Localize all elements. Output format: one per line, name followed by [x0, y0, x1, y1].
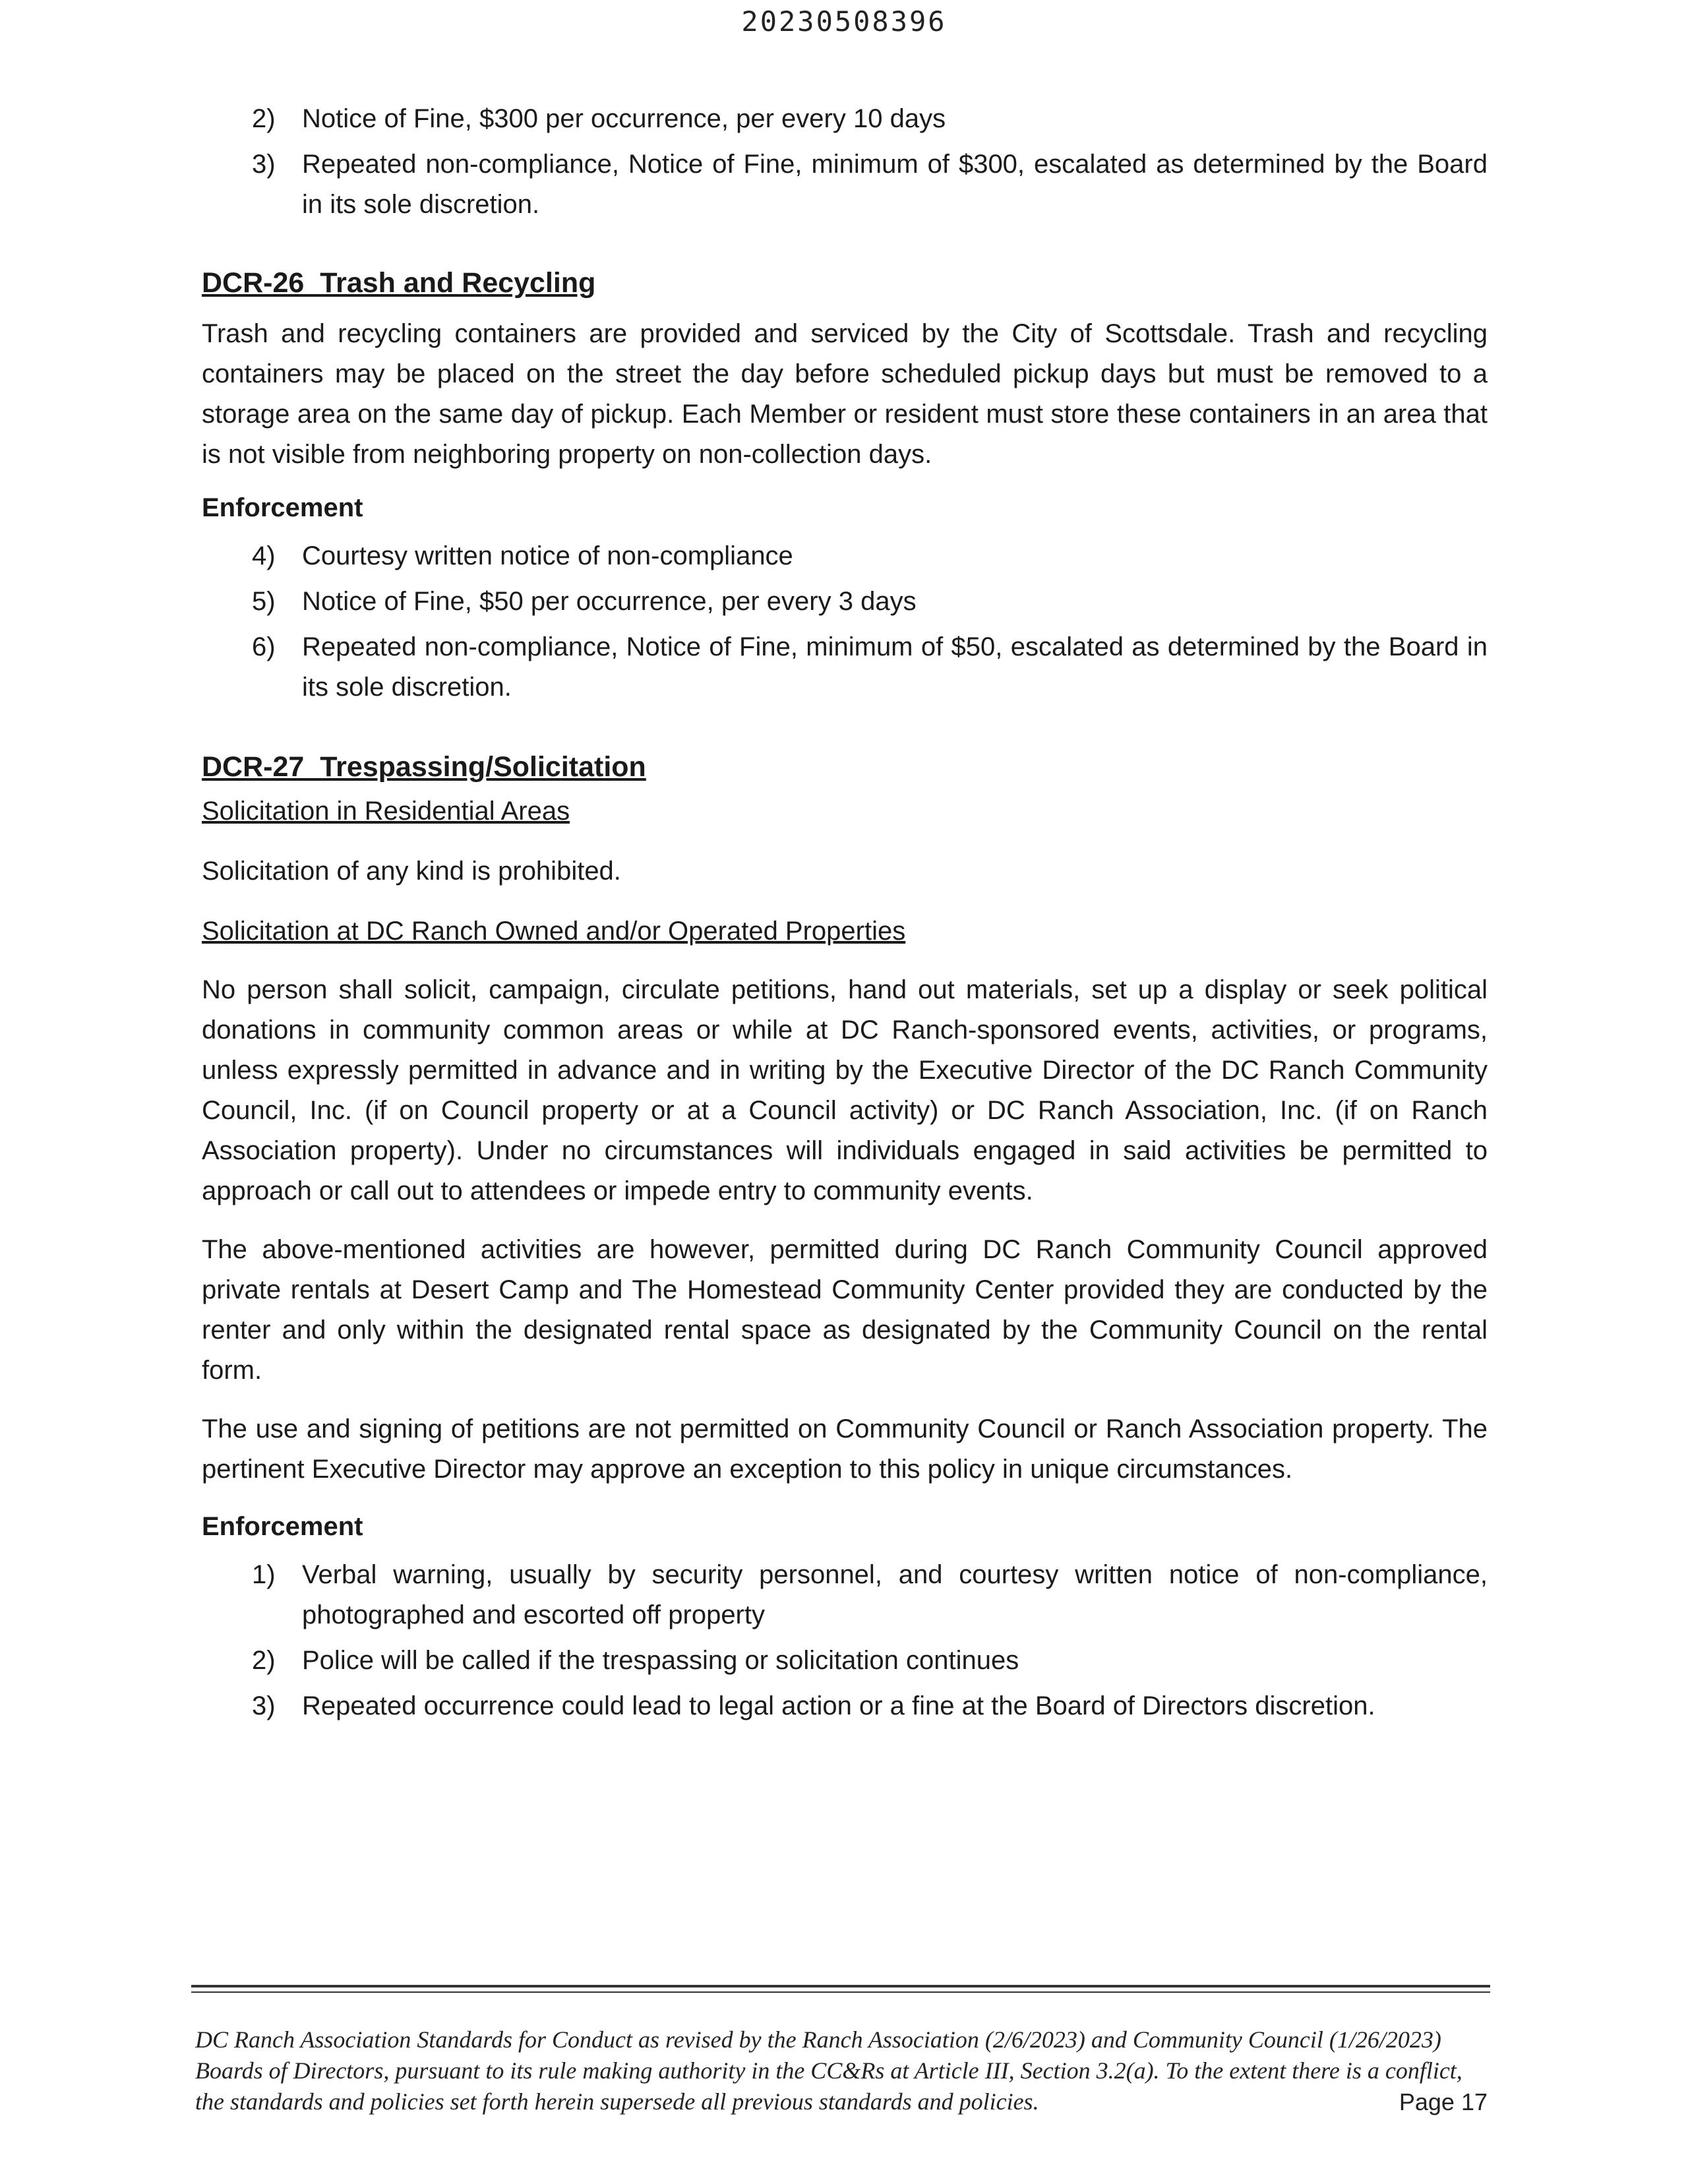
dcr27-enforcement-list: [202, 1555, 1488, 1726]
list-item: [202, 99, 1488, 139]
intro-enforcement-list: [202, 99, 1488, 225]
list-number: 6): [252, 632, 276, 661]
list-text: Verbal warning, usually by security personnel, and courtesy written notice of non-compliance, photographed and escorted off property: [302, 1560, 1488, 1629]
list-item: [202, 536, 1488, 576]
page-footer: [195, 2024, 1494, 2117]
list-text: Police will be called if the trespassing or solicitation continues: [302, 1646, 1019, 1675]
footer-divider-secondary: [191, 1991, 1490, 1993]
footer-text: DC Ranch Association Standards for Conduct as revised by the Ranch Association (2/6/2023) and Community Council (1/26/2023) Boards of Directors, pursuant to its rule making authority in the CC&Rs at Article III, Section 3.2(a). To the extent there is a conflict, the standards and policies set forth herein supersede all previous standards and policies.: [195, 2026, 1462, 2115]
list-item: [202, 627, 1488, 708]
page-number: Page 17: [1399, 2088, 1488, 2115]
dcr26-enforcement-label: Enforcement: [202, 493, 363, 522]
list-text: Repeated occurrence could lead to legal action or a fine at the Board of Directors discretion.: [302, 1691, 1375, 1720]
dcr27-paragraph-2: The above-mentioned activities are however, permitted during DC Ranch Community Council approved private rentals at Desert Camp and The Homestead Community Center provided they are conducted by the renter and only within the designated rental space as designated by the Community Council on the rental form.: [202, 1235, 1488, 1385]
list-item: [202, 1555, 1488, 1635]
footer-divider: [191, 1985, 1490, 1987]
dcr27-paragraph-3: The use and signing of petitions are not permitted on Community Council or Ranch Association property. The pertinent Executive Director may approve an exception to this policy in unique circumstances.: [202, 1414, 1488, 1484]
list-item: [202, 582, 1488, 622]
list-text: Notice of Fine, $300 per occurrence, per every 10 days: [302, 104, 946, 133]
document-number: 20230508396: [741, 5, 947, 38]
list-number: 3): [252, 1691, 276, 1720]
dcr27-subheading-properties: Solicitation at DC Ranch Owned and/or Operated Properties: [202, 917, 906, 946]
list-item: [202, 1641, 1488, 1681]
list-text: Repeated non-compliance, Notice of Fine, minimum of $300, escalated as determined by the Board in its sole discretion.: [302, 150, 1488, 219]
section-heading-dcr27: DCR-27 Trespassing/Solicitation: [202, 751, 646, 783]
list-number: 3): [252, 150, 276, 179]
list-text: Notice of Fine, $50 per occurrence, per every 3 days: [302, 587, 917, 616]
list-number: 2): [252, 104, 276, 133]
dcr27-paragraph-1: No person shall solicit, campaign, circulate petitions, hand out materials, set up a display or seek political donations in community common areas or while at DC Ranch-sponsored events, activities, or programs, unless expressly permitted in advance and in writing by the Executive Director of the DC Ranch Community Council, Inc. (if on Council property or at a Council activity) or DC Ranch Association, Inc. (if on Ranch Association property). Under no circumstances will individuals engaged in said activities be permitted to approach or call out to attendees or impede entry to community events.: [202, 975, 1488, 1205]
list-number: 2): [252, 1646, 276, 1675]
list-number: 4): [252, 541, 276, 570]
dcr26-body: Trash and recycling containers are provided and serviced by the City of Scottsdale. Trash and recycling containers may be placed on the street the day before scheduled pickup days but must be removed to a storage area on the same day of pickup. Each Member or resident must store these containers in an area that is not visible from neighboring property on non-collection days.: [202, 319, 1488, 469]
dcr27-subheading-residential: Solicitation in Residential Areas: [202, 797, 570, 826]
list-number: 1): [252, 1560, 276, 1589]
list-item: [202, 1686, 1488, 1726]
dcr27-residential-body: Solicitation of any kind is prohibited.: [202, 857, 621, 886]
dcr27-enforcement-label: Enforcement: [202, 1512, 363, 1541]
section-heading-dcr26: DCR-26 Trash and Recycling: [202, 267, 596, 299]
dcr26-enforcement-list: [202, 536, 1488, 708]
page-content: [202, 99, 1488, 1732]
list-number: 5): [252, 587, 276, 616]
list-text: Repeated non-compliance, Notice of Fine, minimum of $50, escalated as determined by the Board in its sole discretion.: [302, 632, 1488, 702]
list-text: Courtesy written notice of non-compliance: [302, 541, 793, 570]
list-item: [202, 144, 1488, 225]
